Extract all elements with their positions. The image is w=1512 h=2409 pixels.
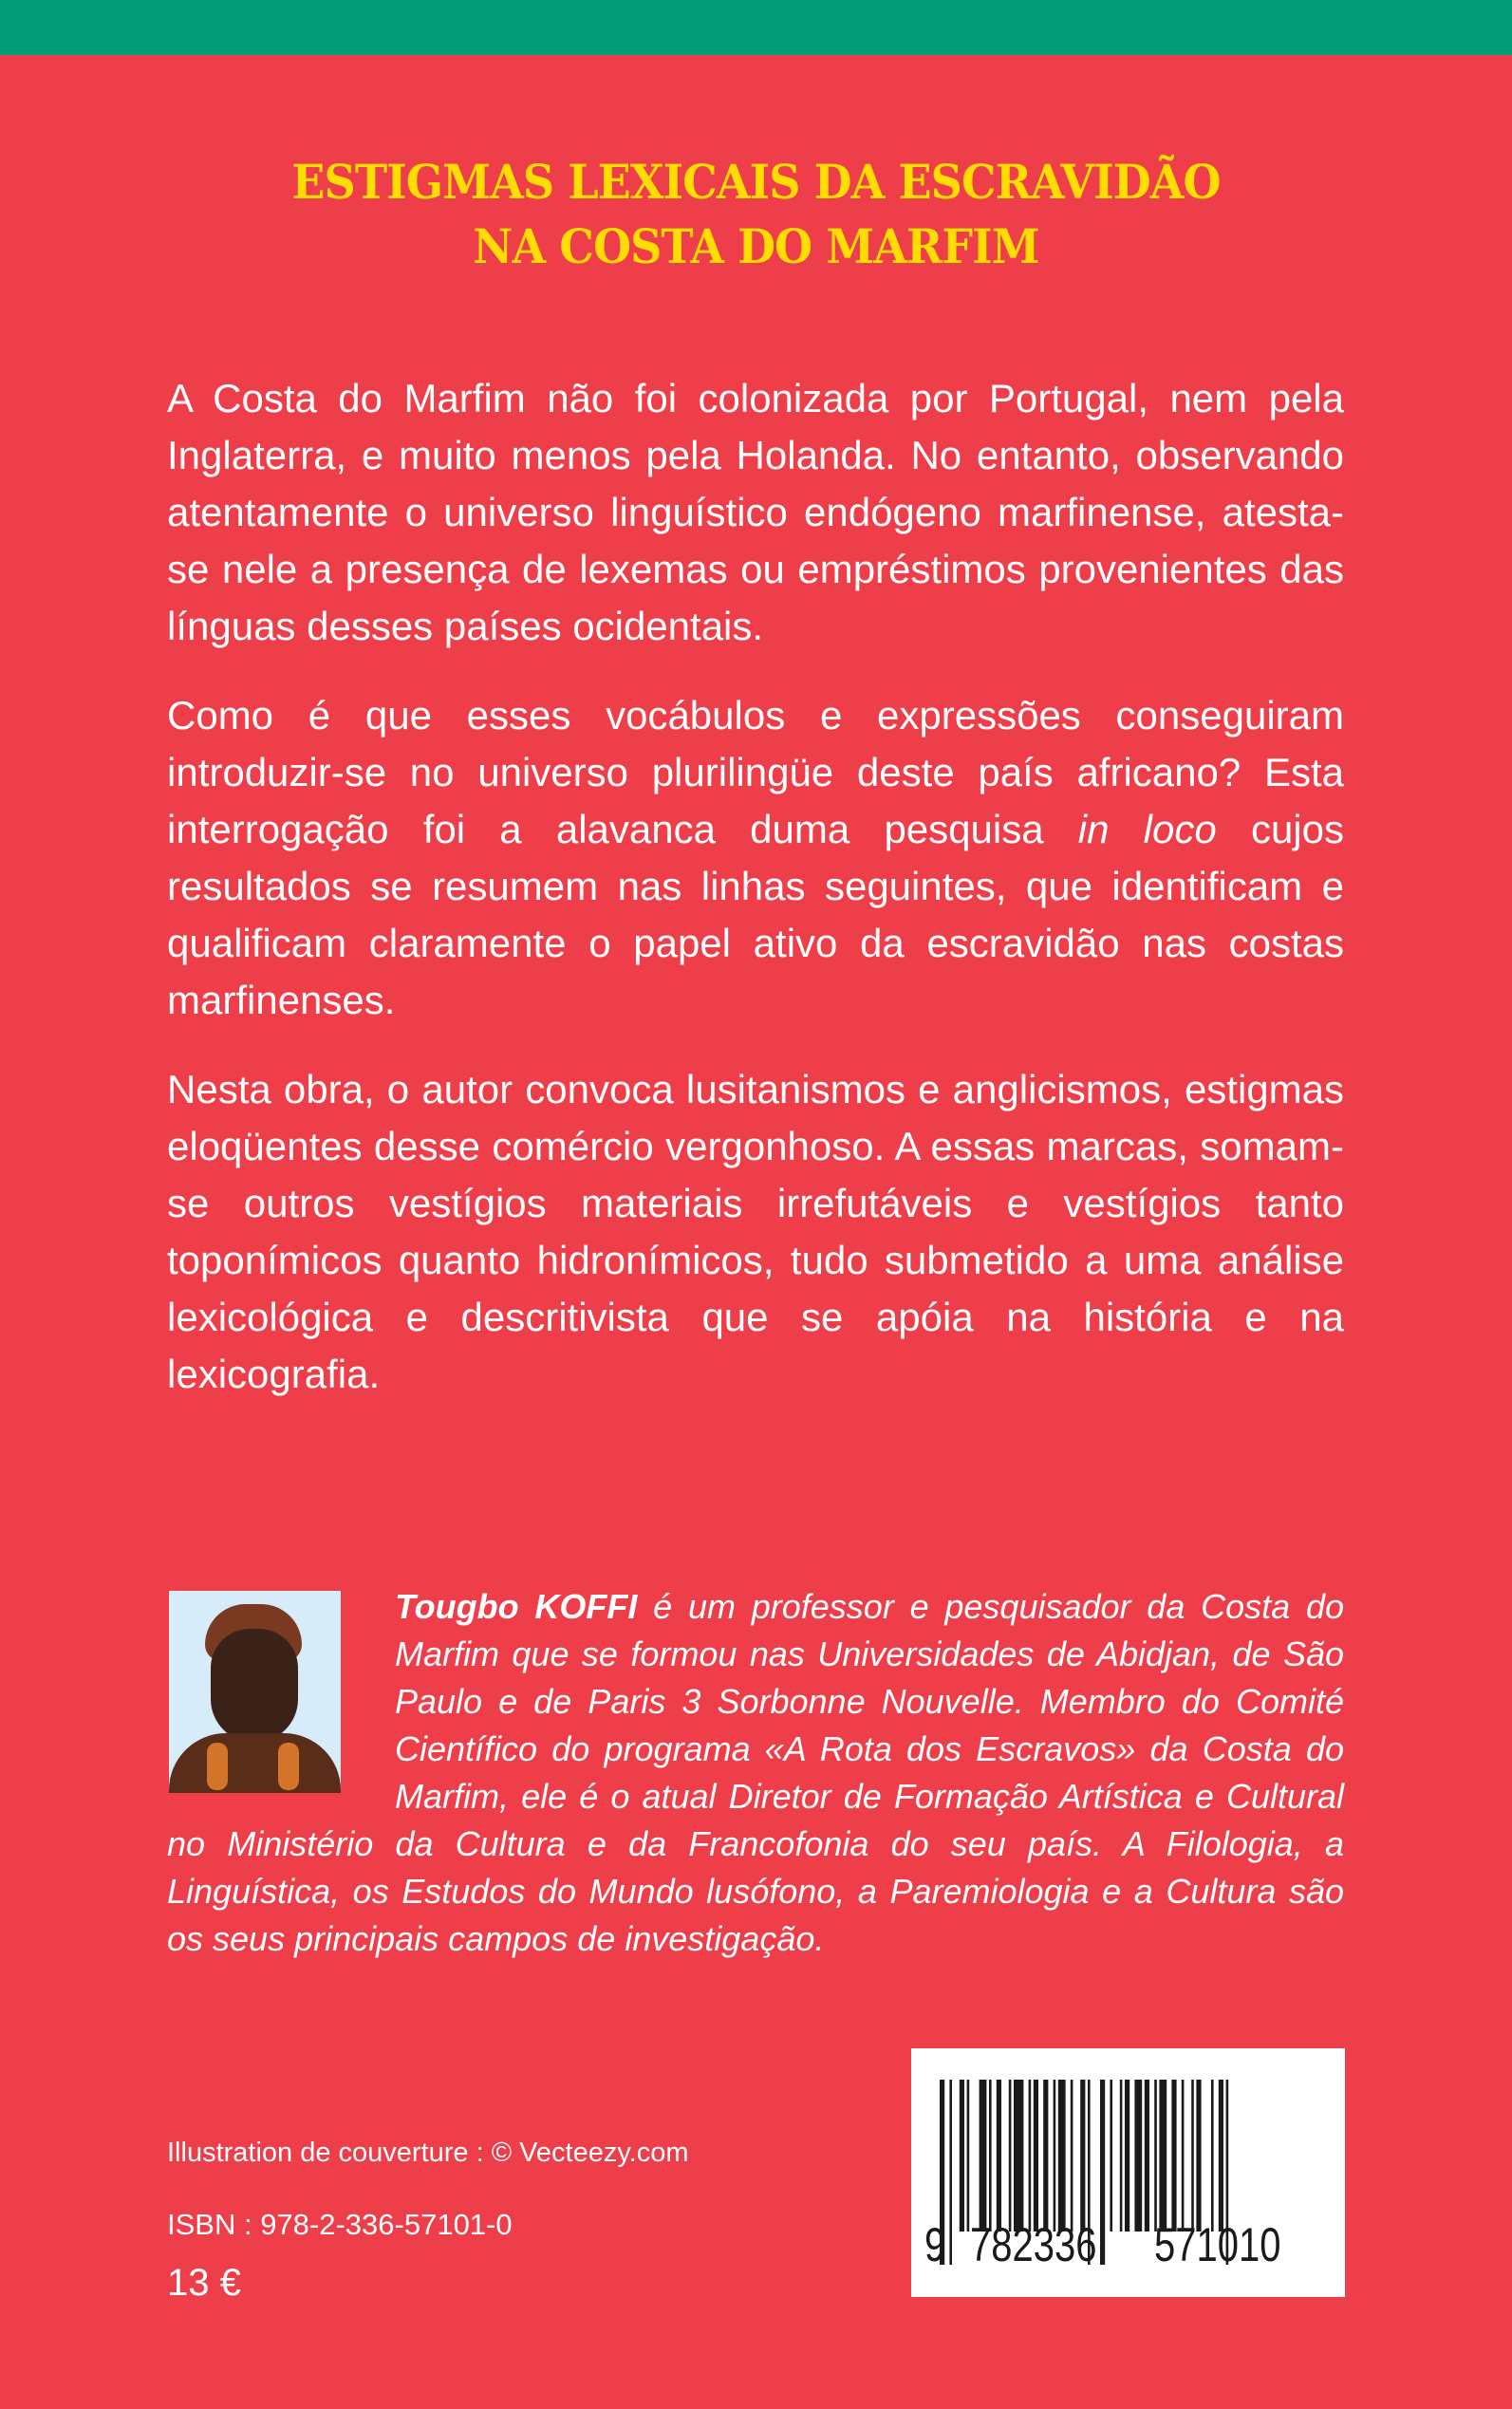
barcode-bar [1029,2080,1032,2232]
barcode-bar [1219,2080,1223,2232]
barcode-bar [967,2080,970,2232]
barcode-bar [1110,2080,1112,2232]
barcode-digit-prefix: 9 [924,2218,946,2271]
barcode-bar [1211,2080,1214,2232]
title-line-1: ESTIGMAS LEXICAIS DA ESCRAVIDÃO [291,154,1221,210]
top-color-band [0,0,1512,55]
barcode-bar [989,2080,992,2232]
barcode-bar [1009,2080,1012,2232]
barcode-bar [1054,2080,1056,2232]
barcode-bar [997,2080,1001,2232]
title-line-2: NA COSTA DO MARFIM [473,218,1039,274]
blurb [167,370,1344,1435]
barcode-bar [1125,2080,1129,2232]
barcode-bar [960,2080,964,2232]
author-name: Tougbo KOFFI [395,1587,638,1626]
barcode-bar [1080,2080,1085,2232]
barcode-bar [1014,2080,1023,2232]
barcode-bar [1196,2080,1201,2232]
barcode-bar [1071,2080,1073,2232]
barcode-bar [1145,2080,1149,2232]
barcode-bar [980,2080,987,2232]
barcode-bar [1159,2080,1167,2232]
italic-term: in loco [1077,807,1217,851]
barcode-bar [1058,2080,1066,2232]
isbn: ISBN : 978-2-336-57101-0 [167,2208,513,2241]
barcode-bar [1182,2080,1185,2232]
author-bio [167,1583,1344,1963]
blurb-paragraph-1: A Costa do Marfim não foi colonizada por Portugal, nem pela Inglaterra, e muito menos pela Holanda. No entanto, observando atentamente o universo linguístico endógeno marfinense, atesta-se nele a presença de lexemas ou empréstimos provenientes das línguas desses países ocidentais. [167,376,1344,648]
barcode-bar [1043,2080,1048,2232]
barcode-bar [1120,2080,1123,2232]
text: cujos resultados se resumem nas linhas seguintes, que identificam e qualificam claramente o papel ativo da escravidão nas costas marfinenses. [167,807,1344,1022]
illustration-credit: Illustration de couverture : © Vecteezy.com [167,2138,689,2168]
barcode-bar [1134,2080,1142,2232]
barcode-bar [1100,2080,1105,2265]
barcode-digits-left: 782336 [970,2218,1097,2271]
barcode-digits-right: 571010 [1154,2218,1281,2271]
barcode [911,2048,1345,2297]
barcode-bar [949,2080,952,2265]
barcode-bar [1171,2080,1176,2232]
blurb-paragraph-2 [167,687,1344,1029]
price: 13 € [167,2262,241,2304]
book-title [0,150,1512,279]
blurb-paragraph-3: Nesta obra, o autor convoca lusitanismos e anglicismos, estigmas eloqüentes desse comércio vergonhoso. A essas marcas, somam-se outros vestígios materiais irrefutáveis e vestígios tanto toponímicos quanto hidronímicos, tudo submetido a uma análise lexicológica e descritivista que se apóia na história e na lexicografia. [167,1067,1344,1396]
barcode-bar [1034,2080,1038,2232]
barcode-bar [1154,2080,1157,2232]
barcode-bar [1191,2080,1194,2232]
author-bio-text: é um professor e pesquisador da Costa do Marfim que se formou nas Universidades de Abidjan, de São Paulo e de Paris 3 Sorbonne Nouvelle. Membro do Comité Científico do programa «A Rota dos Escravos» da Costa do Marfim, ele é o atual Diretor de Formação Artística e Cultural no Ministério da Cultura e da Francofonia do seu país. A Filologia, a Linguística, os Estudos do Mundo lusófono, a Paremiologia e a Cultura são os seus principais campos de investigação. [167,1587,1344,1958]
text: Como é que esses vocábulos e expressões conseguiram introduzir-se no universo plurilingüe deste país africano? Esta interrogação foi a alavanca duma pesquisa [167,693,1344,851]
